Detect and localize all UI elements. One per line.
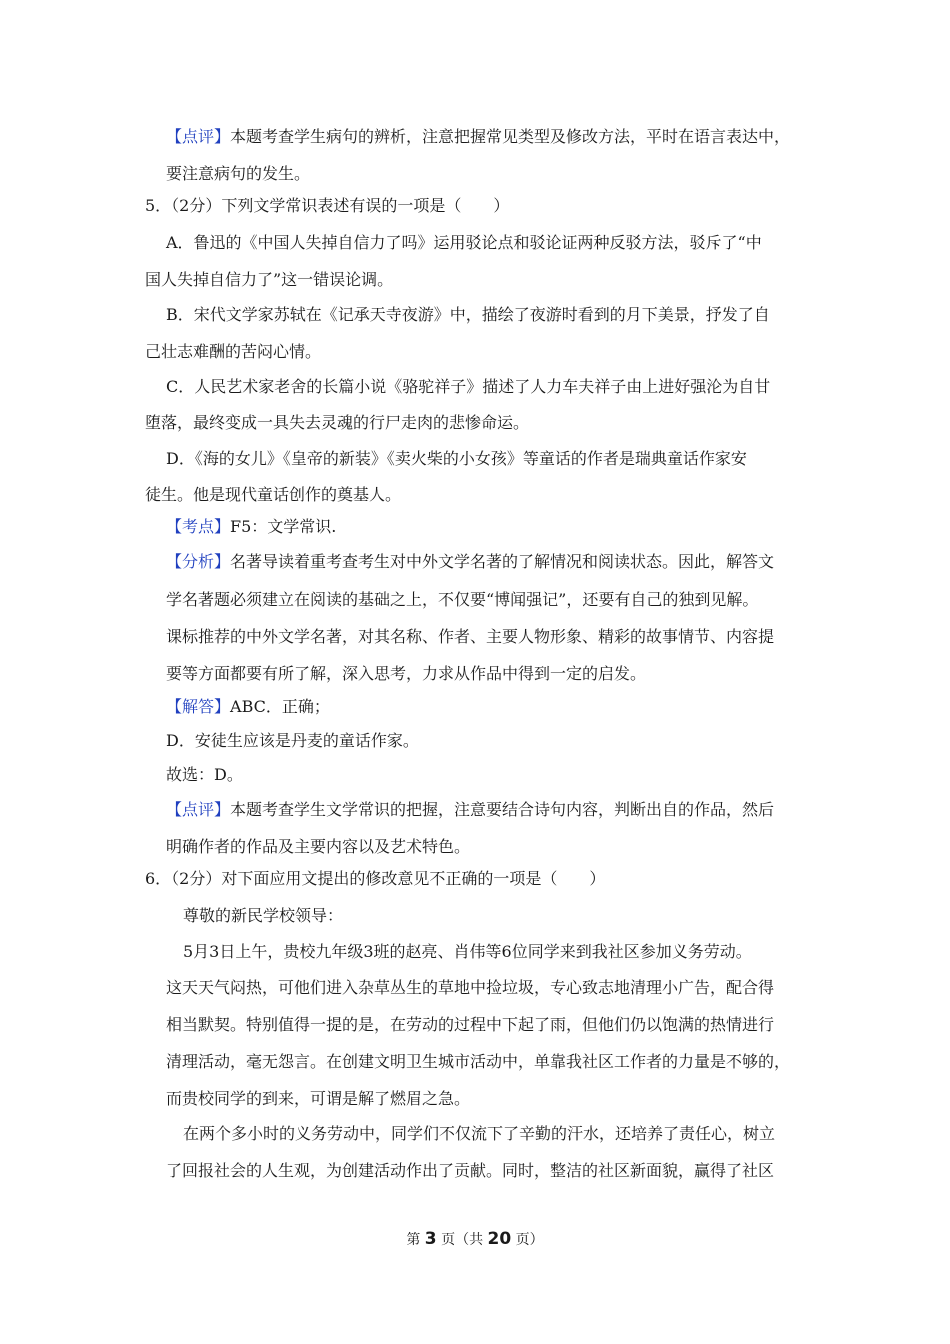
answer-tag: 【解答】 (166, 697, 231, 716)
option-a: A．鲁迅的《中国人失掉自信力了吗》运用驳论点和驳论证两种反驳方法，驳斥了“中 (166, 233, 762, 252)
letter-paragraph-2: 在两个多小时的义务劳动中，同学们不仅流下了辛勤的汗水，还培养了责任心，树立 (183, 1124, 776, 1143)
letter-paragraph-1-line-3: 相当默契。特别值得一提的是，在劳动的过程中下起了雨，但他们仍以饱满的热情进行 (166, 1015, 775, 1034)
comment-text: 本题考查学生病句的辨析，注意把握常见类型及修改方法，平时在语言表达中， (230, 127, 791, 146)
key-point-text: F5：文学常识. (230, 517, 337, 536)
comment-text-2: 本题考查学生文学常识的把握，注意要结合诗句内容，判断出自的作品，然后 (230, 800, 775, 819)
analysis-continuation-2: 课标推荐的中外文学名著，对其名称、作者、主要人物形象、精彩的故事情节、内容提 (166, 627, 775, 646)
footer-page-number: 3 (424, 1229, 437, 1249)
answer-choice: 故选：D。 (166, 765, 243, 784)
analysis-continuation-1: 学名著题必须建立在阅读的基础之上，不仅要“博闻强记”，还要有自己的独到见解。 (166, 590, 759, 609)
letter-paragraph-1-line-5: 而贵校同学的到来，可谓是解了燃眉之急。 (166, 1089, 471, 1108)
question-6-stem: 6．（2分）对下面应用文提出的修改意见不正确的一项是（ ） (145, 869, 606, 888)
answer-line (166, 697, 330, 717)
analysis-continuation-3: 要等方面都要有所了解，深入思考，力求从作品中得到一定的启发。 (166, 664, 647, 683)
comment-line-2 (166, 800, 774, 820)
answer-continuation: D．安徒生应该是丹麦的童话作家。 (166, 731, 419, 750)
key-point-tag: 【考点】 (166, 517, 231, 536)
option-b-continuation: 己壮志难酬的苦闷心情。 (145, 342, 322, 361)
comment-tag: 【点评】 (166, 127, 231, 146)
letter-paragraph-1-line-2: 这天天气闷热，可他们进入杂草丛生的草地中捡垃圾，专心致志地清理小广告，配合得 (166, 978, 775, 997)
page-footer (0, 1229, 950, 1250)
option-b: B．宋代文学家苏轼在《记承天寺夜游》中，描绘了夜游时看到的月下美景，抒发了自 (166, 305, 770, 324)
question-5-stem: 5．（2分）下列文学常识表述有误的一项是（ ） (145, 196, 510, 215)
letter-salutation: 尊敬的新民学校领导： (183, 906, 344, 925)
option-c-continuation: 堕落，最终变成一具失去灵魂的行尸走肉的悲惨命运。 (145, 413, 530, 432)
answer-text: ABC．正确； (230, 697, 330, 716)
footer-middle: 页（共 (441, 1232, 484, 1248)
analysis-line (166, 552, 774, 572)
footer-prefix: 第 (406, 1232, 421, 1248)
option-a-continuation: 国人失掉自信力了”这一错误论调。 (145, 270, 394, 289)
comment-line (166, 127, 790, 147)
footer-total-pages: 20 (487, 1229, 512, 1249)
analysis-tag: 【分析】 (166, 552, 231, 571)
comment-continuation: 要注意病句的发生。 (166, 164, 311, 183)
key-point-line (166, 517, 336, 537)
option-d-continuation: 徒生。他是现代童话创作的奠基人。 (145, 485, 402, 504)
letter-paragraph-1-line-4: 清理活动，毫无怨言。在创建文明卫生城市活动中，单靠我社区工作者的力量是不够的， (166, 1052, 791, 1071)
comment-tag-2: 【点评】 (166, 800, 231, 819)
footer-suffix: 页） (515, 1232, 544, 1248)
analysis-text: 名著导读着重考查考生对中外文学名著的了解情况和阅读状态。因此，解答文 (230, 552, 775, 571)
comment-continuation-2: 明确作者的作品及主要内容以及艺术特色。 (166, 837, 471, 856)
option-c: C．人民艺术家老舍的长篇小说《骆驼祥子》描述了人力车夫祥子由上进好强沦为自甘 (166, 377, 771, 396)
letter-paragraph-2-line-2: 了回报社会的人生观，为创建活动作出了贡献。同时，整洁的社区新面貌，赢得了社区 (166, 1161, 775, 1180)
option-d: D．《海的女儿》《皇帝的新装》《卖火柴的小女孩》等童话的作者是瑞典童话作家安 (166, 449, 747, 468)
letter-paragraph-1: 5月3日上午，贵校九年级3班的赵亮、肖伟等6位同学来到我社区参加义务劳动。 (183, 942, 752, 961)
